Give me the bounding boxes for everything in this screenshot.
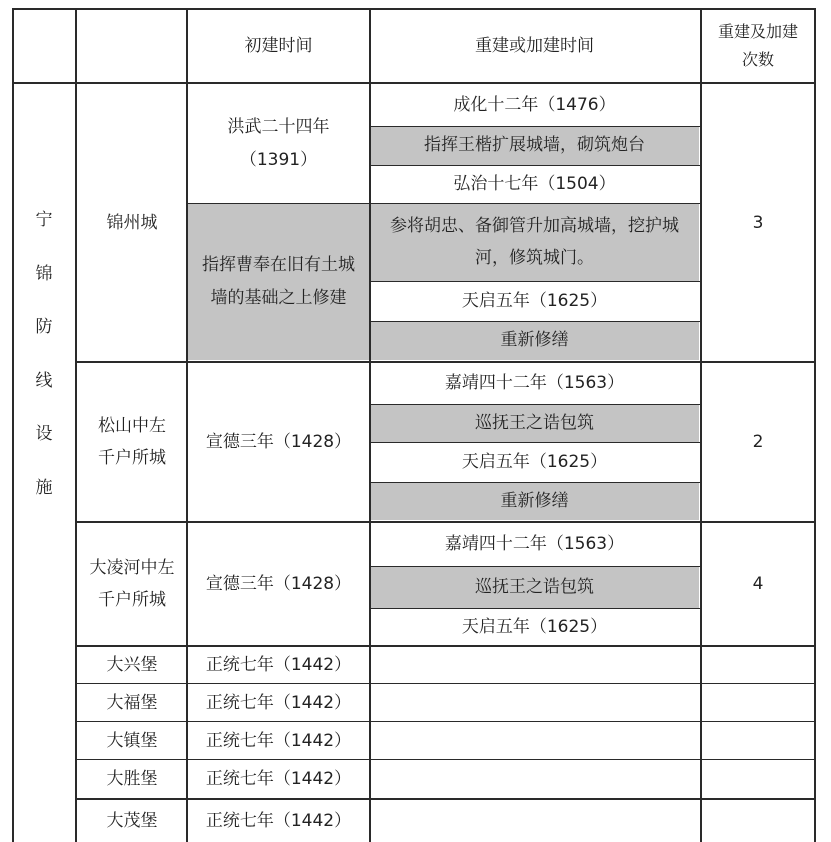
dalinghe-rebuild-1-year: 嘉靖四十二年（1563） [444,533,625,554]
songshan-count: 2 [752,431,764,452]
songshan-name: 松山中左千户所城 [98,415,166,468]
cell-divider [370,321,701,322]
group-label-char: 线 [35,370,53,391]
fort-year: 正统七年（1442） [205,692,352,713]
dalinghe-name: 大凌河中左千户所城 [89,557,175,610]
table-border-left [12,8,14,842]
jinzhou-rebuild-2-year: 弘治十七年（1504） [453,173,616,194]
group-label-char: 宁 [35,210,53,230]
cell-divider [370,404,701,405]
header-count: 重建及加建次数 [717,22,798,69]
fort-name: 大兴堡 [106,654,158,675]
group-label-char: 设 [35,424,53,444]
jinzhou-rebuild-1-year: 成化十二年（1476） [453,94,616,115]
row-divider [75,721,816,722]
songshan-first-year: 宣德三年（1428） [205,431,352,452]
dalinghe-rebuild-2-year: 天启五年（1625） [461,616,608,637]
cell-divider [370,281,701,282]
dalinghe-count: 4 [752,573,764,594]
fort-name: 大茂堡 [106,810,158,831]
row-divider [75,645,816,647]
col-divider-4 [700,8,702,842]
songshan-rebuild-2-year: 天启五年（1625） [461,451,608,472]
row-divider [75,759,816,760]
row-divider [75,521,816,523]
fort-name: 大镇堡 [106,730,158,751]
cell-divider [370,482,701,483]
table-border-right [814,8,816,842]
jinzhou-rebuild-3-year: 天启五年（1625） [461,290,608,311]
fort-name: 大福堡 [106,692,158,713]
row-divider [75,798,816,800]
jinzhou-first-year: 洪武二十四年（1391） [227,117,330,170]
jinzhou-first-desc: 指挥曹奉在旧有土城墙的基础之上修建 [187,203,370,360]
songshan-rebuild-2-desc: 重新修缮 [370,482,699,520]
table-border-top [12,8,816,10]
header-divider [12,82,816,84]
songshan-rebuild-1-year: 嘉靖四十二年（1563） [444,372,625,393]
cell-divider [187,203,370,204]
row-divider [75,361,816,363]
dalinghe-rebuild-1-desc: 巡抚王之诰包筑 [370,566,699,608]
row-divider [75,683,816,684]
cell-divider [370,566,701,567]
col-divider-3 [369,8,371,842]
col-divider-1 [75,8,77,842]
cell-divider [370,608,701,609]
header-first-built: 初建时间 [244,35,313,56]
songshan-rebuild-1-desc: 巡抚王之诰包筑 [370,404,699,442]
cell-divider [370,126,701,127]
jinzhou-rebuild-2-desc: 参将胡忠、备御管升加高城墙，挖护城河，修筑城门。 [370,203,699,281]
header-rebuild: 重建或加建时间 [475,35,594,56]
fort-year: 正统七年（1442） [205,768,352,789]
dalinghe-first-year: 宣德三年（1428） [205,573,352,594]
fort-year: 正统七年（1442） [205,810,352,831]
jinzhou-rebuild-3-desc: 重新修缮 [370,321,699,360]
jinzhou-count: 3 [752,212,764,233]
cell-divider [370,203,701,204]
cell-divider [370,442,701,443]
col-divider-2 [186,8,188,842]
group-label-char: 防 [35,317,53,337]
group-label-char: 锦 [35,263,53,284]
fort-name: 大胜堡 [106,768,158,789]
group-label-char: 施 [35,477,53,498]
jinzhou-name: 锦州城 [106,212,158,233]
group-label [14,84,74,664]
fort-year: 正统七年（1442） [205,730,352,751]
jinzhou-rebuild-1-desc: 指挥王楷扩展城墙，砌筑炮台 [370,126,699,165]
fort-year: 正统七年（1442） [205,654,352,675]
cell-divider [370,165,701,166]
